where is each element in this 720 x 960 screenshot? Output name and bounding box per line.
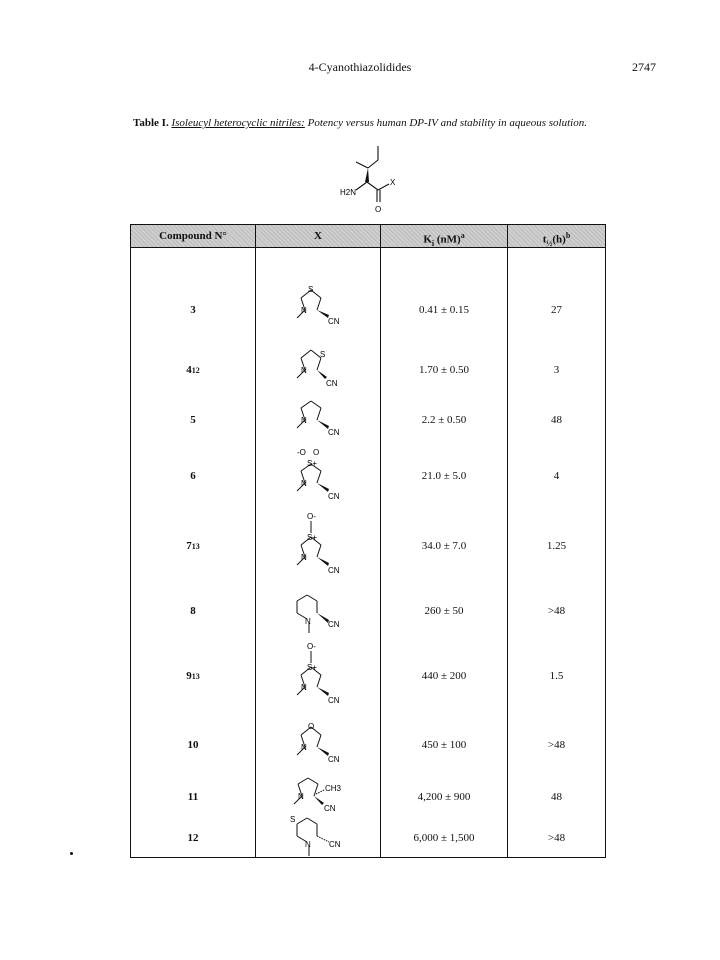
- ki-value: 6,000 ± 1,500: [413, 832, 475, 844]
- sulfur-cation-label: S+: [307, 533, 318, 542]
- compound-number: 10: [187, 739, 199, 751]
- caption-title: Isoleucyl heterocyclic nitriles:: [171, 117, 305, 129]
- table-row: [131, 345, 605, 395]
- structure-cell: [256, 395, 380, 445]
- thiazolidine-oxide-nitrile-structure: [283, 641, 353, 711]
- compound-number: 12: [187, 832, 199, 844]
- half-life-value: 48: [551, 414, 562, 426]
- t-symbol: t: [542, 233, 547, 246]
- compound-number: 5: [190, 414, 196, 426]
- table-header-row: [131, 225, 605, 248]
- nitrile-label: CN: [328, 317, 340, 326]
- sulfur-cation-label: S+: [307, 459, 318, 468]
- nitrogen-atom-label: N: [301, 416, 307, 425]
- nitrile-label: CN: [324, 804, 336, 813]
- compound-number: 9 13: [186, 670, 200, 682]
- structure-cell: [256, 275, 380, 345]
- oxide-anion-label: -O: [297, 448, 306, 457]
- half-life-value: 4: [553, 470, 560, 482]
- structure-cell: [256, 507, 380, 585]
- isoleucyl-structure-diagram: [326, 138, 406, 220]
- nitrogen-atom-label: N: [301, 366, 307, 375]
- compound-number: 8: [190, 605, 196, 617]
- stray-mark: [70, 852, 73, 855]
- nitrogen-atom-label: N: [301, 306, 307, 315]
- oxazolidine-nitrile-structure: [283, 719, 353, 771]
- table-row: [131, 775, 605, 819]
- nitrogen-atom-label: N: [305, 617, 311, 626]
- half-life-value: 3: [553, 364, 560, 376]
- structure-cell: [256, 345, 380, 395]
- column-header-x: X: [314, 230, 322, 242]
- table-row: [131, 445, 605, 507]
- half-life-value: 27: [551, 304, 562, 316]
- compound-number: 7 13: [186, 540, 200, 552]
- compound-number: 4 12: [186, 364, 200, 376]
- nitrogen-atom-label: N: [301, 683, 307, 692]
- half-life-value: 48: [551, 791, 562, 803]
- table-caption: [0, 117, 720, 129]
- sulfur-atom-label: S: [308, 285, 314, 294]
- nitrogen-atom-label: N: [301, 479, 307, 488]
- ki-value: 450 ± 100: [421, 739, 467, 751]
- table-row: [131, 715, 605, 775]
- nitrile-label: CN: [326, 379, 338, 388]
- nitrile-label: CN: [328, 755, 340, 764]
- thiazolidine-oxide-nitrile-structure: [283, 511, 353, 581]
- t-unit: (h): [552, 233, 566, 246]
- table-row: [131, 395, 605, 445]
- table-row: [131, 585, 605, 637]
- oxygen-atom-label: O: [313, 448, 320, 457]
- data-table: [130, 224, 606, 858]
- oxide-anion-label: O-: [307, 512, 316, 521]
- ki-value: 21.0 ± 5.0: [421, 470, 467, 482]
- oxygen-atom-label: O: [308, 722, 315, 731]
- compound-number: 6: [190, 470, 196, 482]
- thiazolidine-2-nitrile-structure: [283, 346, 353, 394]
- ki-value: 2.2 ± 0.50: [421, 414, 467, 426]
- oxide-anion-label: O-: [307, 642, 316, 651]
- nitrogen-atom-label: N: [301, 743, 307, 752]
- ki-subscript: i: [431, 238, 435, 248]
- thiazinane-nitrile-structure: [283, 812, 353, 858]
- thiazolidine-4-nitrile-structure: [283, 282, 353, 338]
- ki-value: 0.41 ± 0.15: [418, 304, 470, 316]
- column-header-ki: [381, 225, 507, 247]
- ki-symbol: K: [423, 233, 432, 246]
- ki-value: 1.70 ± 0.50: [418, 364, 470, 376]
- pyrrolidine-nitrile-structure: [283, 398, 353, 442]
- structure-cell: [256, 715, 380, 775]
- amine-label: H2N: [340, 188, 357, 197]
- page-number: 2747: [632, 60, 656, 74]
- nitrogen-atom-label: N: [301, 553, 307, 562]
- sulfur-atom-label: S: [320, 350, 326, 359]
- methyl-label: CH3: [325, 784, 342, 793]
- structure-cell: [256, 445, 380, 507]
- ki-footnote-mark: a: [460, 231, 465, 240]
- ki-value: 260 ± 50: [424, 605, 464, 617]
- nitrile-label: CN: [329, 840, 341, 849]
- table-row: [131, 507, 605, 585]
- thiazolidine-dioxide-nitrile-structure: [283, 447, 353, 505]
- structure-cell: [256, 585, 380, 637]
- compound-number: 11: [187, 791, 199, 803]
- running-header: [0, 60, 720, 80]
- carbonyl-oxygen-label: O: [375, 205, 382, 214]
- sulfur-atom-label: S: [290, 815, 296, 824]
- half-life-value: >48: [547, 832, 566, 844]
- nitrile-label: CN: [328, 492, 340, 501]
- ki-unit: (nM): [434, 233, 461, 246]
- substituent-label: X: [390, 178, 396, 187]
- table-row: [131, 275, 605, 345]
- nitrile-label: CN: [328, 620, 340, 629]
- sulfur-cation-label: S+: [307, 663, 318, 672]
- table-row: [131, 815, 605, 857]
- column-header-compound: Compound N°: [159, 230, 227, 242]
- half-life-value: 1.25: [546, 540, 567, 552]
- nitrile-label: CN: [328, 428, 340, 437]
- caption-description: Potency versus human DP-IV and stability in aqueous solution.: [307, 117, 587, 129]
- t-footnote-mark: b: [565, 231, 571, 240]
- nitrogen-atom-label: N: [298, 792, 304, 801]
- nitrogen-atom-label: N: [305, 840, 311, 849]
- structure-cell: [256, 637, 380, 715]
- half-life-value: >48: [547, 605, 566, 617]
- column-header-half-life: [508, 225, 605, 247]
- structure-cell: [256, 815, 380, 857]
- ki-value: 4,200 ± 900: [417, 791, 471, 803]
- piperidine-nitrile-structure: [283, 587, 353, 635]
- nitrile-label: CN: [328, 696, 340, 705]
- nitrile-label: CN: [328, 566, 340, 575]
- running-title: 4-Cyanothiazolidides: [308, 60, 412, 74]
- half-life-value: 1.5: [549, 670, 564, 682]
- half-life-value: >48: [547, 739, 566, 751]
- ki-value: 440 ± 200: [421, 670, 467, 682]
- ki-value: 34.0 ± 7.0: [421, 540, 467, 552]
- t-subscript: ½: [546, 238, 553, 248]
- compound-number: 3: [190, 304, 196, 316]
- caption-label: Table I.: [133, 117, 169, 129]
- table-row: [131, 637, 605, 715]
